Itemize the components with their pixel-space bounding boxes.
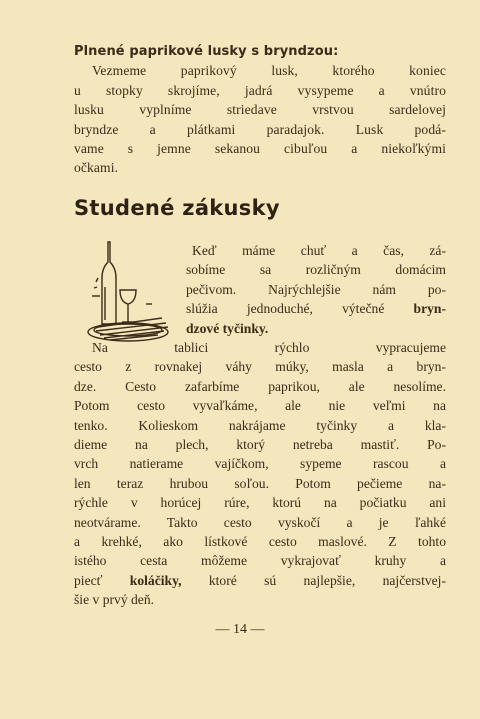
text-line: šie v prvý deň. [74, 592, 155, 608]
text-line: Potom cesto vyvaľkáme, ale nie veľmi na [74, 398, 446, 414]
bold-term: bryn- [413, 301, 446, 317]
text-line: očkami. [74, 160, 119, 176]
text-line: pečivom. Najrýchlejšie nám po- [186, 281, 446, 297]
recipe-body [74, 338, 446, 610]
text-line: Keď máme chuť a čas, zá- [192, 243, 446, 258]
text-line: ktoré sú najlepšie, najčerstvej- [181, 572, 446, 588]
text-line: bryndze a plátkami paradajok. Lusk podá- [74, 121, 446, 137]
text-line: neotvárame. Takto cesto vyskočí a je ľahké [74, 514, 446, 530]
page-number: — 14 — [215, 622, 265, 637]
intro-paragraph [186, 241, 446, 338]
text-line: vame s jemne sekanou cibuľou a niekoľkými [74, 141, 446, 157]
text-line: piecť [74, 572, 130, 588]
text-line: a krehké, ako lístkové cesto maslové. Z tohto [74, 534, 446, 550]
text-line: Na tablici rýchlo vypracujeme [92, 340, 446, 355]
text-line: dieme na plech, ktorý netreba mastiť. Po- [74, 437, 446, 453]
text-line: Vezmeme paprikový lusk, ktorého koniec [92, 63, 446, 79]
wine-and-sticks-illustration [80, 232, 180, 350]
recipe-title: Plnené paprikové lusky s bryndzou: [74, 44, 339, 59]
bold-term: koláčiky, [129, 572, 182, 588]
text-line: rýchle v horúcej rúre, ktorú na počiatku ani [74, 495, 446, 511]
text-line: u stopky skrojíme, jadrá vysypeme a vnútro [74, 82, 446, 98]
text-line: tenko. Kolieskom nakrájame tyčinky a kla- [74, 417, 446, 433]
text-line: istého cesta môžeme vykrajovať kruhy a [74, 553, 446, 569]
text-line: vrch natierame vajíčkom, sypeme rascou a [74, 456, 446, 472]
recipe-paragraph [74, 42, 446, 178]
section-heading: Studené zákusky [74, 196, 280, 220]
text-line: sobíme sa rozličným domácim [186, 262, 446, 278]
text-line: dze. Cesto zafarbíme paprikou, ale nesolíme. [74, 378, 446, 394]
text-line: lusku vyplníme striedave vrstvou sardelovej [74, 102, 446, 118]
bold-term: dzové tyčinky. [186, 320, 269, 336]
text-line: slúžia jednoduché, výtečné [186, 301, 414, 317]
text-line: cesto z rovnakej váhy múky, masla a bryn- [74, 359, 446, 375]
text-line: len teraz hrubou soľou. Potom pečieme na- [74, 475, 446, 491]
